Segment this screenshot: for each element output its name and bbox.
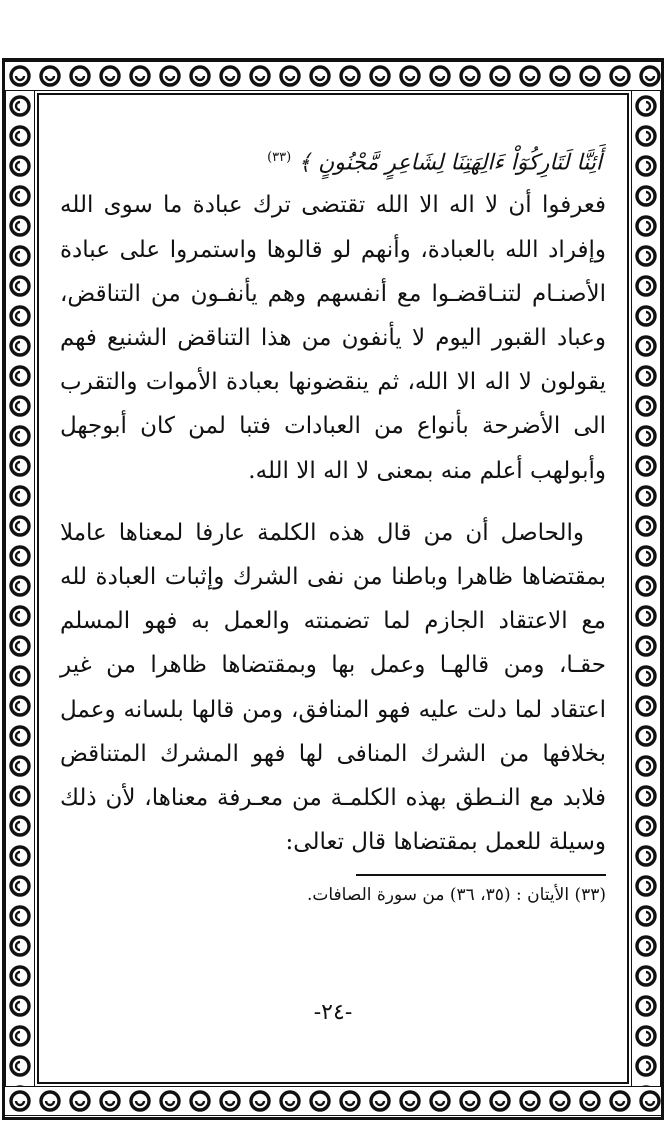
footnote-separator	[356, 874, 606, 876]
ornament-border-right	[631, 91, 661, 1086]
ornament-border-top	[5, 61, 661, 91]
footnote: (٣٣) الأيتان : (٣٥، ٣٦) من سورة الصافات.	[306, 885, 606, 906]
quran-verse	[60, 138, 606, 183]
ornament-border-bottom	[5, 1086, 661, 1116]
ornament-border-left	[5, 91, 35, 1086]
paragraph-1: فعرفوا أن لا اله الا الله تقتضى ترك عبادة ما سوى الله وإفراد الله بالعبادة، وأنهم لو قالوها واستمروا على عبادة الأصنـام لتنـاقضـوا مع أنفسهم وهم يأنفـون من التناقض، وعباد القبور اليوم لا يأنفون من هذا التناقض الشنيع فهم يقولون لا اله الا الله، ثم ينقضونها بعبادة الأموات والتقرب الى الأضرحة بأنواع من العبادات فتبا لمن كان أبوجهل وأبولهب أعلم منه بمعنى لا اله الا الله.	[60, 192, 606, 484]
page-body	[60, 120, 606, 1060]
verse-text: أَئِنَّا لَتَارِكُوٓاْ ءَالِهَتِنَا لِشَاعِرٍ مَّجْنُونٍ ﴾	[298, 150, 602, 176]
paragraph-2: والحاصل أن من قال هذه الكلمة عارفا لمعناها عاملا بمقتضاها ظاهرا وباطنا من نفى الشرك وإثبات العبادة لله مع الاعتقاد الجازم لما تضمنته والعمل به فهو المسلم حقـا، ومن قالهـا وعمل بها وبمقتضاها ظاهرا من غير اعتقاد لما دلت عليه فهو المنافق، ومن قالها بلسانه وعمل بخلافها من الشرك المنافى لها فهو المشرك المتناقض فلابد مع النـطق بهذه الكلمـة من معـرفة معناها، لأن ذلك وسيلة للعمل بمقتضاها قال تعالى:	[60, 519, 606, 856]
page-number: -٢٤-	[313, 1000, 353, 1025]
verse-footnote-ref: (٣٣)	[267, 150, 292, 165]
